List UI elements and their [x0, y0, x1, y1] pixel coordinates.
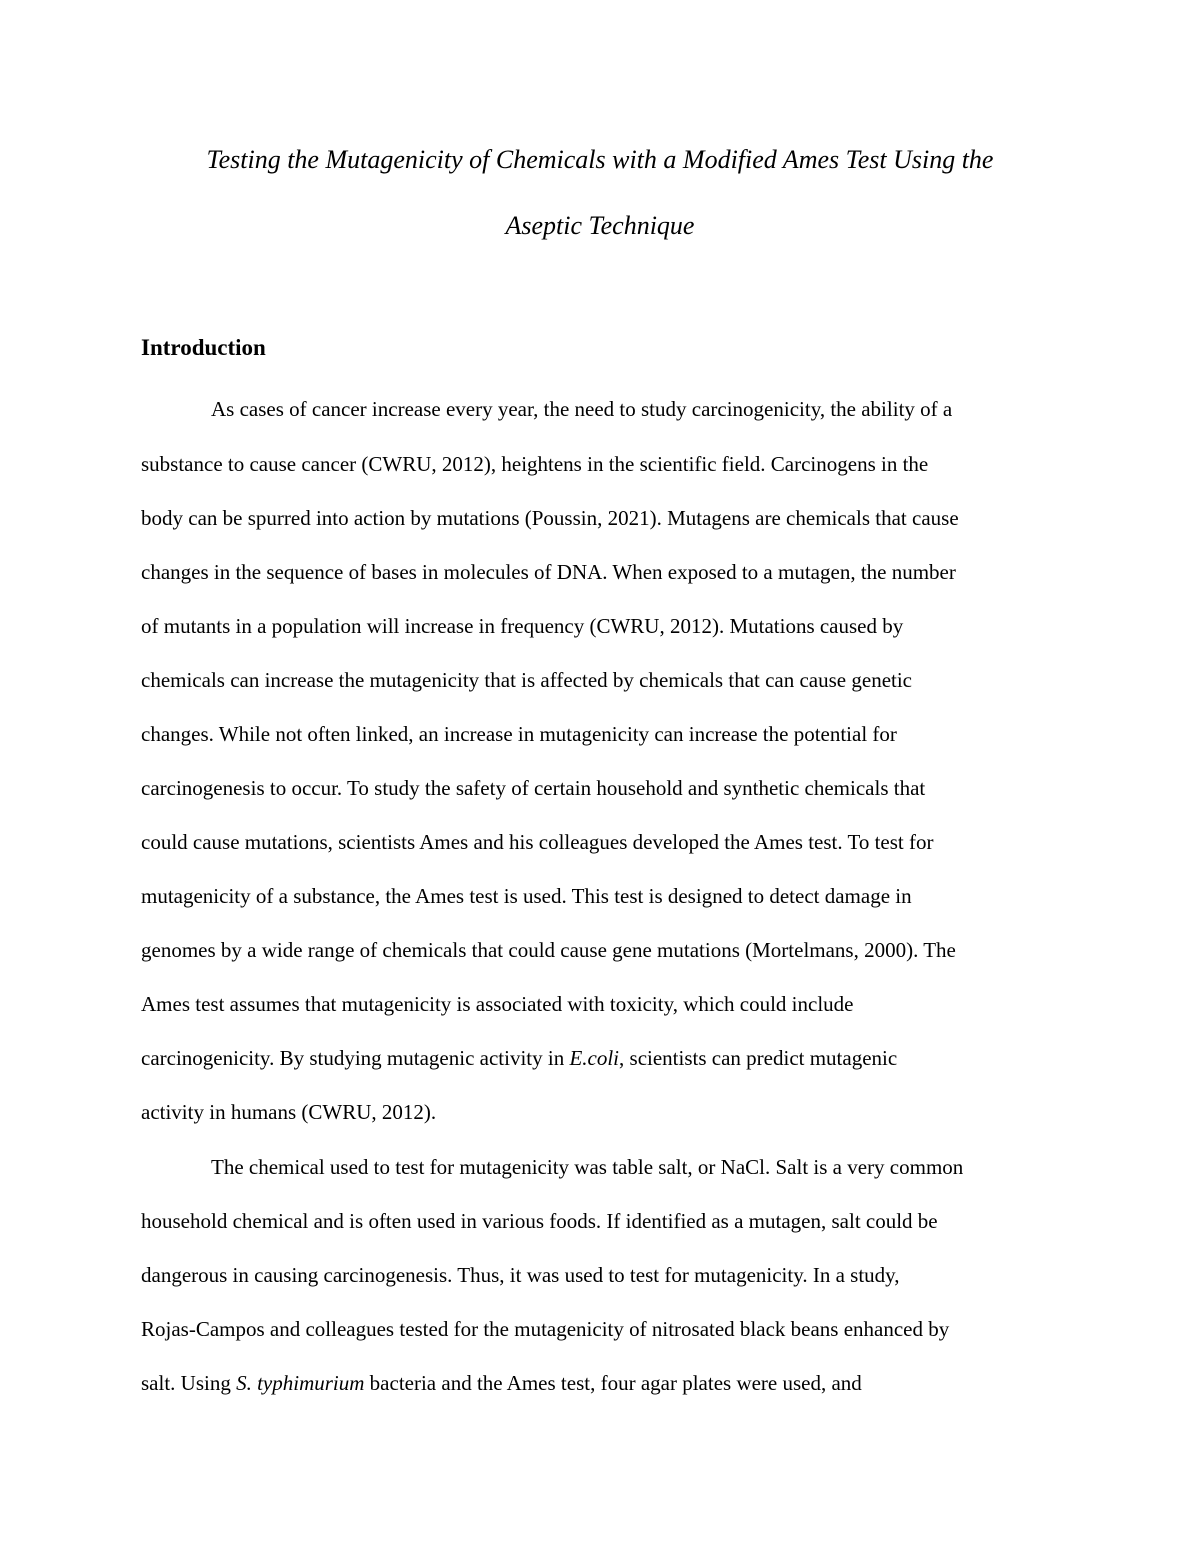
text-run: genomes by a wide range of chemicals that could cause gene mutations (Mortelmans, 2000). The — [141, 938, 956, 962]
paragraph-1-line — [141, 1043, 897, 1073]
text-run: salt. Using — [141, 1371, 237, 1395]
text-run: Rojas-Campos and colleagues tested for the mutagenicity of nitrosated black beans enhanced by — [141, 1317, 950, 1341]
text-run: Ames test assumes that mutagenicity is associated with toxicity, which could include — [141, 992, 854, 1016]
text-run: changes in the sequence of bases in molecules of DNA. When exposed to a mutagen, the number — [141, 560, 956, 584]
paragraph-1-line — [141, 557, 956, 587]
paragraph-1-line — [141, 827, 933, 857]
text-run: , scientists can predict mutagenic — [619, 1046, 898, 1070]
paragraph-2-line — [211, 1152, 963, 1182]
paragraph-2-line — [141, 1314, 949, 1344]
text-run: could cause mutations, scientists Ames and his colleagues developed the Ames test. To test for — [141, 830, 934, 854]
text-run: changes. While not often linked, an increase in mutagenicity can increase the potential for — [141, 722, 897, 746]
paragraph-1-line — [141, 665, 912, 695]
italic-species-name: E.coli — [569, 1046, 620, 1070]
text-run: activity in humans (CWRU, 2012). — [141, 1100, 437, 1124]
text-run: carcinogenesis to occur. To study the safety of certain household and synthetic chemicals that — [141, 776, 926, 800]
text-run: of mutants in a population will increase in frequency (CWRU, 2012). Mutations caused by — [141, 614, 904, 638]
text-run: dangerous in causing carcinogenesis. Thus, it was used to test for mutagenicity. In a study, — [141, 1263, 900, 1287]
paragraph-1-line — [141, 449, 928, 479]
paragraph-1-line — [141, 881, 912, 911]
paragraph-1-line — [141, 503, 959, 533]
text-run: household chemical and is often used in various foods. If identified as a mutagen, salt could be — [141, 1209, 938, 1233]
paragraph-1-line — [141, 1097, 436, 1127]
paragraph-2-line — [141, 1260, 900, 1290]
paragraph-1-line — [211, 394, 952, 424]
paragraph-1-line — [141, 719, 897, 749]
section-heading-introduction: Introduction — [141, 335, 266, 360]
paragraph-1-line — [141, 935, 956, 965]
text-run: mutagenicity of a substance, the Ames test is used. This test is designed to detect damage in — [141, 884, 912, 908]
paragraph-2-line — [141, 1368, 862, 1398]
text-run: As cases of cancer increase every year, the need to study carcinogenicity, the ability of a — [211, 397, 953, 421]
text-run: carcinogenicity. By studying mutagenic activity in — [141, 1046, 570, 1070]
italic-species-name: S. typhimurium — [236, 1371, 365, 1395]
paragraph-1-line — [141, 989, 854, 1019]
paragraph-2-line — [141, 1206, 938, 1236]
title-line-1: Testing the Mutagenicity of Chemicals with a Modified Ames Test Using the — [206, 145, 994, 174]
title-line-2: Aseptic Technique — [505, 211, 695, 240]
text-run: chemicals can increase the mutagenicity that is affected by chemicals that can cause genetic — [141, 668, 913, 692]
paragraph-1-line — [141, 611, 903, 641]
text-run: body can be spurred into action by mutations (Poussin, 2021). Mutagens are chemicals that cause — [141, 506, 959, 530]
paragraph-1-line — [141, 773, 925, 803]
text-run: The chemical used to test for mutagenicity was table salt, or NaCl. Salt is a very common — [211, 1155, 964, 1179]
text-run: bacteria and the Ames test, four agar plates were used, and — [364, 1371, 862, 1395]
text-run: substance to cause cancer (CWRU, 2012), heightens in the scientific field. Carcinogens in the — [141, 452, 929, 476]
